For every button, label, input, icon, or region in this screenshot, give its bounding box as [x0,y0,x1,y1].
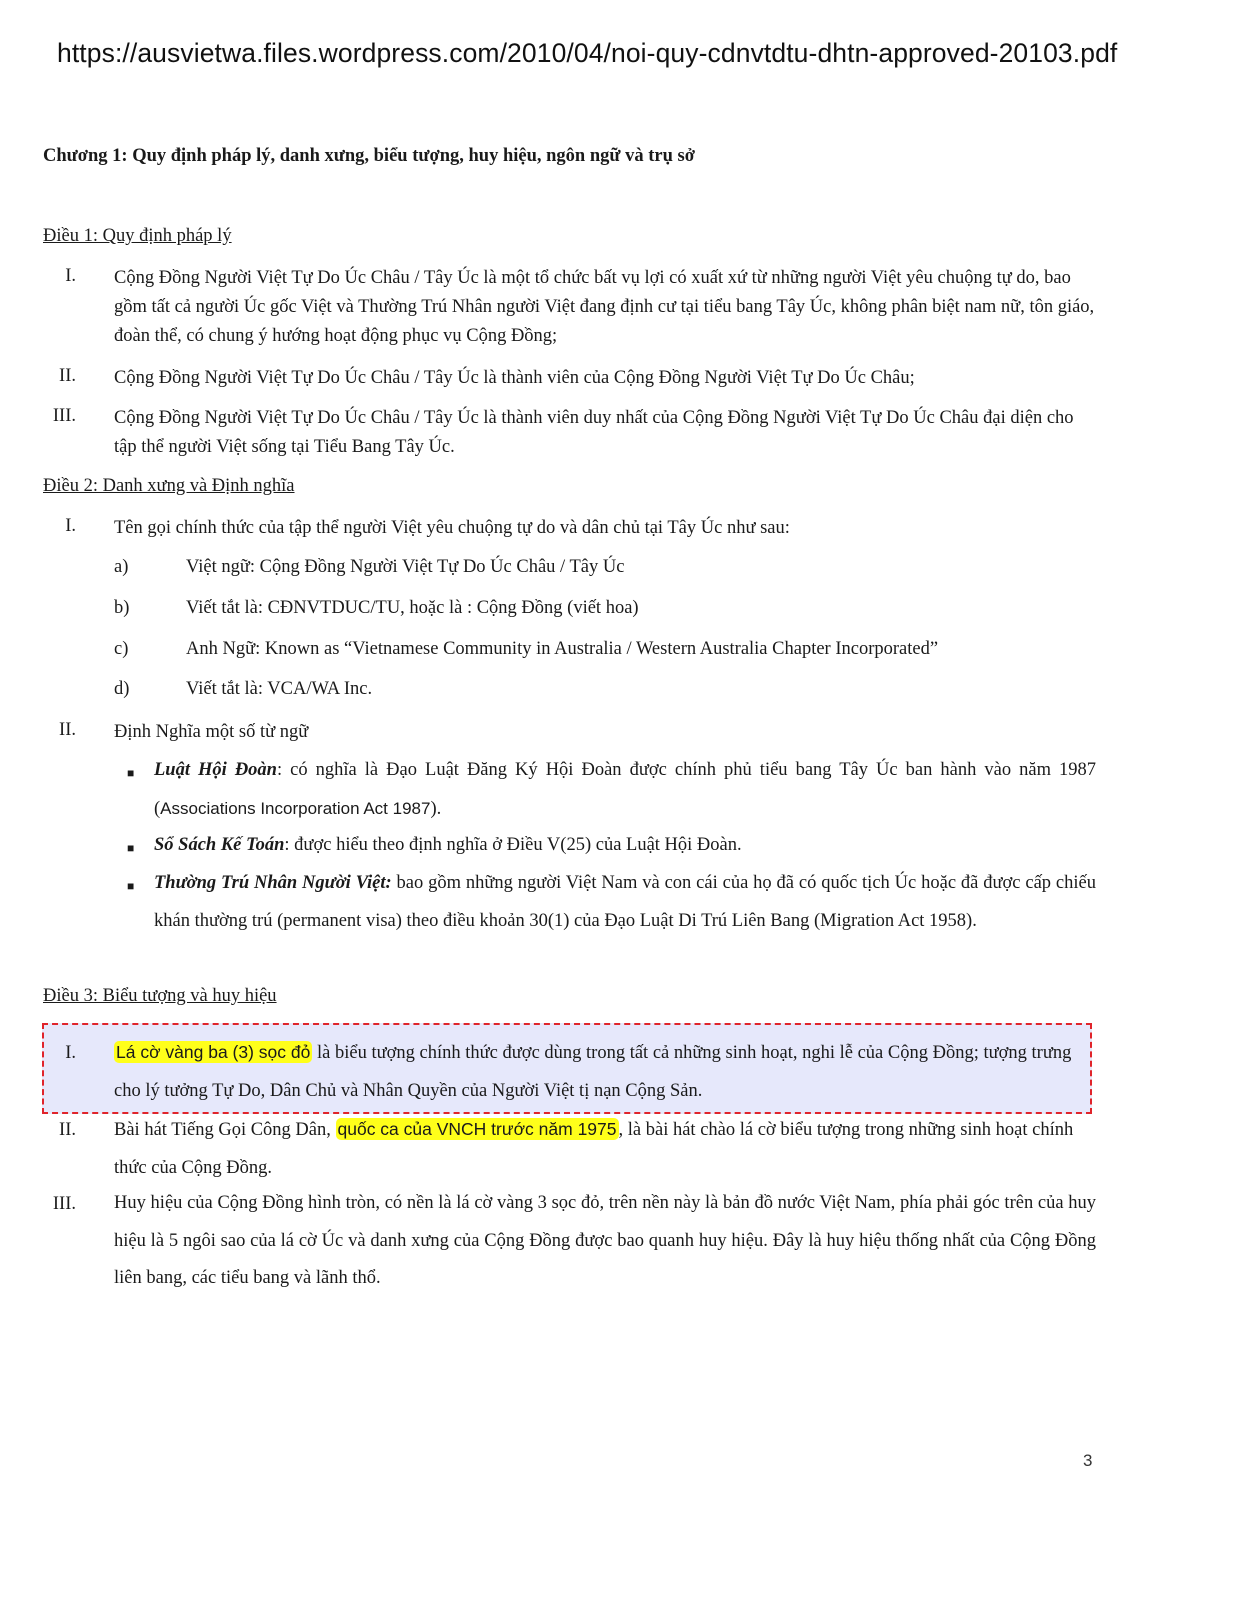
chapter-title: Chương 1: Quy định pháp lý, danh xưng, biểu tượng, huy hiệu, ngôn ngữ và trụ sở [43,146,695,166]
article-3-item-3-numeral: III. [52,1194,76,1214]
article-2-heading: Điều 2: Danh xưng và Định nghĩa [43,476,295,496]
subitem-b-label: b) [114,598,130,618]
article-1-item-2-text: Cộng Đồng Người Việt Tự Do Úc Châu / Tây Úc là thành viên của Cộng Đồng Người Việt Tự Do Úc Châu; [114,368,915,388]
definition-2 [154,827,1096,865]
subitem-d-text: Viết tắt là: VCA/WA Inc. [186,679,373,699]
highlight-anthem: quốc ca của VNCH trước năm 1975 [337,1119,617,1139]
subitem-d-label: d) [114,679,130,699]
article-2-item-1-text: Tên gọi chính thức của tập thể người Việt yêu chuộng tự do và dân chủ tại Tây Úc như sau: [114,518,790,538]
definition-1 [154,752,1096,828]
definition-3-text: bao gồm những người Việt Nam và con cái của họ đã có quốc tịch Úc hoặc đã được cấp chiếu khán thường trú (permanent visa) theo điều khoản 30(1) của Đạo Luật Di Trú Liên Bang (Migration Act 1958). [154,873,1096,931]
article-3-item-2 [114,1111,1096,1187]
article-1-item-2-numeral: II. [59,366,76,386]
definition-3-term: Thường Trú Nhân Người Việt: [154,873,392,893]
bullet-icon: ■ [127,879,135,893]
article-2-item-1-numeral: I. [65,516,76,536]
highlight-flag: Lá cờ vàng ba (3) sọc đỏ [116,1042,311,1062]
source-url: https://ausvietwa.files.wordpress.com/2010/04/noi-quy-cdnvtdtu-dhtn-approved-20103.pdf [57,38,1118,68]
article-2-item-2-text: Định Nghĩa một số từ ngữ [114,722,309,742]
bullet-icon: ■ [127,766,135,780]
article-3-item-1-numeral: I. [65,1043,76,1063]
subitem-b-text: Viết tắt là: CĐNVTDUC/TU, hoặc là : Cộng Đồng (viết hoa) [186,598,639,618]
subitem-c-text: Anh Ngữ: Known as “Vietnamese Community in Australia / Western Australia Chapter Incorporated” [186,639,939,659]
article-3-item-2-text: Bài hát Tiếng Gọi Công Dân, [114,1120,336,1140]
article-2-item-2-numeral: II. [59,720,76,740]
definition-2-text: : được hiểu theo định nghĩa ở Điều V(25) của Luật Hội Đoàn. [284,835,742,855]
definition-2-term: Sổ Sách Kế Toán [154,835,285,855]
definition-1-text-end: ). [430,798,442,819]
subitem-a-text: Việt ngữ: Cộng Đồng Người Việt Tự Do Úc Châu / Tây Úc [186,557,625,577]
article-1-heading: Điều 1: Quy định pháp lý [43,226,232,246]
definition-1-text: : có nghĩa là Đạo Luật Đăng Ký Hội Đoàn được chính phủ tiểu bang Tây Úc ban hành vào năm 1987 ( [154,760,1096,819]
article-3-item-2-numeral: II. [59,1120,76,1140]
article-3-item-1 [114,1034,1074,1110]
definition-1-term: Luật Hội Đoàn [154,760,277,780]
page-number: 3 [1083,1451,1093,1470]
definition-1-act-name: Associations Incorporation Act 1987 [160,798,431,818]
article-1-item-3-numeral: III. [52,406,76,426]
bullet-icon: ■ [127,841,135,855]
article-1-item-3-text: Cộng Đồng Người Việt Tự Do Úc Châu / Tây Úc là thành viên duy nhất của Cộng Đồng Người Việt Tự Do Úc Châu đại diện cho tập thể người Việt sống tại Tiểu Bang Tây Úc. [114,408,1074,457]
subitem-c-label: c) [114,639,129,659]
subitem-a-label: a) [114,557,129,577]
article-3-item-1-text: là biểu tượng chính thức được dùng trong tất cả những sinh hoạt, nghi lễ của Cộng Đồng; tượng trưng cho lý tưởng Tự Do, Dân Chủ và Nhân Quyền của Người Việt tị nạn Cộng Sản. [114,1043,1072,1101]
article-1-item-1-text: Cộng Đồng Người Việt Tự Do Úc Châu / Tây Úc là một tổ chức bất vụ lợi có xuất xứ từ những người Việt yêu chuộng tự do, bao gồm tất cả người Úc gốc Việt và Thường Trú Nhân người Việt đang định cư tại tiểu bang Tây Úc, không phân biệt nam nữ, tôn giáo, đoàn thể, có chung ý hướng hoạt động phục vụ Cộng Đồng; [114,268,1095,346]
article-3-item-3-text: Huy hiệu của Cộng Đồng hình tròn, có nền là lá cờ vàng 3 sọc đỏ, trên nền này là bản đồ nước Việt Nam, phía phải góc trên của huy hiệu là 5 ngôi sao của lá cờ Úc và danh xưng của Cộng Đồng được bao quanh huy hiệu. Đây là huy hiệu thống nhất của Cộng Đồng liên bang, các tiểu bang và lãnh thổ. [114,1193,1096,1288]
article-3-item-2-text-end: , là bài hát chào lá cờ biểu tượng trong những sinh hoạt chính thức của Cộng Đồng. [114,1120,1074,1178]
article-1-item-1-numeral: I. [65,266,76,286]
definition-3 [154,865,1096,940]
article-3-heading: Điều 3: Biểu tượng và huy hiệu [43,986,277,1006]
